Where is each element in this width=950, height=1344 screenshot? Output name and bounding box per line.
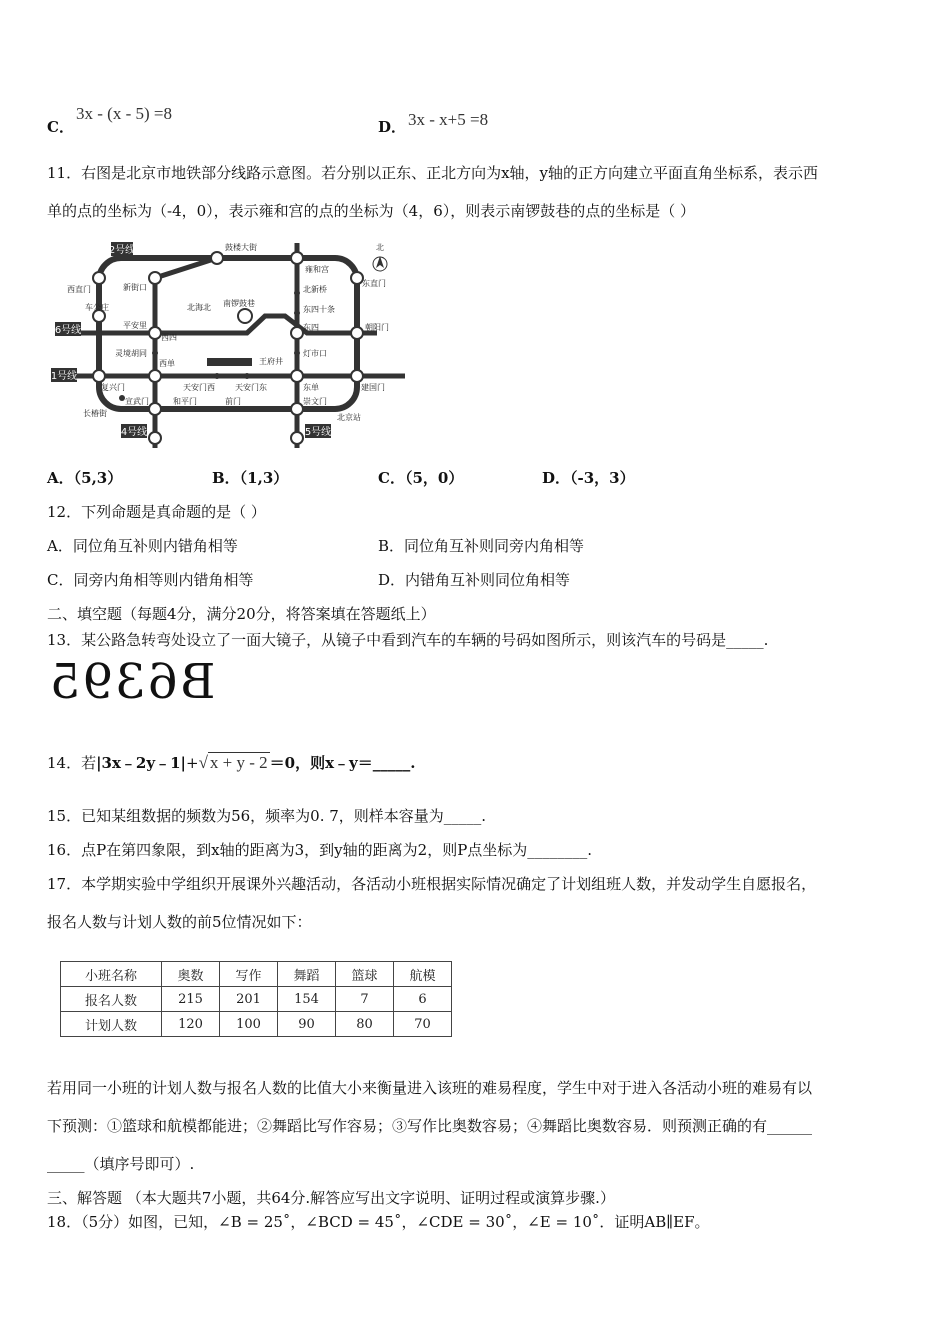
q14-abs-expression: |3x﹣2y﹣1| (96, 754, 186, 772)
station-dongsi (291, 327, 303, 339)
table-cell: 报名人数 (61, 987, 162, 1012)
label-xuanwumen: 宣武门 (125, 397, 149, 406)
station-pinganli (149, 327, 161, 339)
q11-option-b: B．（1,3） (212, 469, 289, 487)
section2-heading: 二、填空题（每题4分，满分20分，将答案填在答题纸上） (47, 605, 436, 623)
table-cell: 80 (336, 1012, 394, 1037)
q14-sqrt-sign: √ (198, 753, 208, 772)
label-nanluoguxiang: 南锣鼓巷 (223, 299, 255, 308)
table-cell: 120 (162, 1012, 220, 1037)
station-gulou (211, 252, 223, 264)
station-fuxingmen (93, 370, 105, 382)
station-xidan (149, 370, 161, 382)
q11-option-a: A．（5,3） (47, 469, 123, 487)
badge-line1: 1号线 (50, 371, 78, 382)
q14-line (47, 752, 415, 773)
q14-sqrt-radicand: x + y - 2 (209, 753, 268, 772)
q11-option-d: D．（-3，3） (542, 469, 635, 487)
table-cell: 6 (393, 987, 451, 1012)
subway-map (47, 238, 407, 456)
q12-option-d: D．内错角互补则同位角相等 (378, 571, 571, 589)
table-header-cell: 小班名称 (61, 962, 162, 987)
label-hepingmen: 和平门 (173, 397, 197, 406)
station-dongdan (291, 370, 303, 382)
table-cell: 100 (220, 1012, 278, 1037)
station-jianguomen (351, 370, 363, 382)
q14-suffix: ＝0，则x﹣y＝_____. (269, 754, 416, 772)
q11-option-c: C．（5，0） (378, 469, 464, 487)
badge-line5: 5号线 (304, 427, 332, 438)
label-xisi: 西四 (161, 333, 177, 342)
table-cell: 154 (278, 987, 336, 1012)
label-wangfujing: 王府井 (259, 357, 283, 366)
table-header-cell: 写作 (220, 962, 278, 987)
label-gulou: 鼓楼大街 (225, 243, 257, 252)
q10-option-c-expression: 3x - (x - 5) =8 (76, 104, 172, 123)
table-header-cell: 奥数 (162, 962, 220, 987)
label-fuxingmen: 复兴门 (101, 383, 125, 392)
label-dongzhimen: 东直门 (362, 279, 386, 288)
label-qianmen: 前门 (225, 397, 241, 406)
plate-number: B6395 (48, 654, 216, 710)
q12-option-b: B．同位角互补则同旁内角相等 (378, 537, 585, 555)
q10-option-c-label: C． (47, 118, 74, 136)
label-dongsi: 东四 (303, 323, 319, 332)
q10-option-d-label: D． (378, 118, 407, 136)
label-tiananmendong: 天安门东 (235, 383, 267, 392)
q17-after-line1: 若用同一小班的计划人数与报名人数的比值大小来衡量进入该班的难易程度，学生中对于进入各活动小班的难易有以 (47, 1079, 813, 1097)
badge-line6: 6号线 (54, 325, 82, 336)
table-cell: 201 (220, 987, 278, 1012)
table-header-row (61, 962, 452, 987)
table-header-cell: 舞蹈 (278, 962, 336, 987)
label-beixinqiao: 北新桥 (303, 285, 327, 294)
section3-heading: 三、解答题 （本大题共7小题，共64分.解答应写出文字说明、证明过程或演算步骤.） (47, 1189, 615, 1207)
station-xizhimen (93, 272, 105, 284)
badge-line2: 2号线 (108, 245, 136, 256)
q17-after-line2: 下预测：①篮球和航模都能进；②舞蹈比写作容易；③写作比奥数容易；④舞蹈比奥数容易．则预测正确的有______ (47, 1117, 813, 1135)
table-cell: 90 (278, 1012, 336, 1037)
q18-stem: 18．（5分）如图，已知，∠B = 25˚，∠BCD = 45˚，∠CDE = 30˚，∠E = 10˚．证明AB∥EF。 (47, 1213, 710, 1231)
north-label: 北 (376, 243, 384, 252)
label-dongsishitiao: 东四十条 (303, 305, 335, 314)
label-xizhimen: 西直门 (67, 285, 91, 294)
table-cell: 7 (336, 987, 394, 1012)
label-chongwenmen: 崇文门 (303, 397, 327, 406)
label-dengshikou: 灯市口 (303, 349, 327, 358)
station-xuanwumen (149, 403, 161, 415)
station-south-4 (149, 432, 161, 444)
q17-table (60, 961, 452, 1037)
q14-plus: + (185, 754, 199, 772)
label-changchunjie: 长椿街 (83, 409, 107, 418)
label-xinjiekou: 新街口 (123, 283, 147, 292)
q12-stem: 12．下列命题是真命题的是（ ） (47, 503, 266, 521)
station-yonghegong (291, 252, 303, 264)
table-header-cell: 篮球 (336, 962, 394, 987)
label-tiananmenxi: 天安门西 (183, 383, 215, 392)
table-header-cell: 航模 (393, 962, 451, 987)
label-chaoyangmen: 朝阳门 (365, 323, 389, 332)
q15-stem: 15．已知某组数据的频数为56，频率为0. 7，则样本容量为_____. (47, 807, 487, 825)
label-chegongzhuang: 车公庄 (85, 303, 109, 312)
q10-option-d-expression: 3x - x+5 =8 (408, 110, 489, 129)
table-cell: 70 (393, 1012, 451, 1037)
q11-stem-line2: 单的点的坐标为（-4，0），表示雍和宫的点的坐标为（4，6），则表示南锣鼓巷的点的坐标是（ ） (47, 202, 696, 220)
table-row (61, 1012, 452, 1037)
badge-line4: 4号线 (120, 427, 148, 438)
q17-stem-line1: 17．本学期实验中学组织开展课外兴趣活动，各活动小班根据实际情况确定了计划组班人数，并发动学生自愿报名， (47, 875, 817, 893)
q12-option-a: A．同位角互补则内错角相等 (47, 537, 238, 555)
label-lingjinghutong: 灵境胡同 (115, 349, 147, 358)
station-xinjiekou (149, 272, 161, 284)
q13-mirrored-plate (48, 654, 215, 710)
label-xidan: 西单 (159, 359, 175, 368)
label-pinganli: 平安里 (123, 321, 147, 330)
table-cell: 计划人数 (61, 1012, 162, 1037)
q12-option-c: C．同旁内角相等则内错角相等 (47, 571, 254, 589)
station-chaoyangmen (351, 327, 363, 339)
label-beijingzhan: 北京站 (337, 413, 361, 422)
station-nanluoguxiang (238, 309, 252, 323)
table-row (61, 987, 452, 1012)
label-yonghegong: 雍和宫 (305, 265, 329, 274)
q17-after-line3: _____（填序号即可）. (47, 1155, 195, 1173)
q13-stem: 13．某公路急转弯处设立了一面大镜子，从镜子中看到汽车的车辆的号码如图所示，则该汽车的号码是_____. (47, 631, 769, 649)
label-jianguomen: 建国门 (361, 383, 385, 392)
q16-stem: 16．点P在第四象限，到x轴的距离为3，到y轴的距离为2，则P点坐标为________. (47, 841, 593, 859)
station-south-5 (291, 432, 303, 444)
label-dongdan: 东单 (303, 383, 319, 392)
q14-prefix: 14．若 (47, 754, 97, 772)
q11-stem-line1: 11．右图是北京市地铁部分线路示意图。若分别以正东、正北方向为x轴，y轴的正方向建立平面直角坐标系，表示西 (47, 164, 819, 182)
q17-stem-line2: 报名人数与计划人数的前5位情况如下： (47, 913, 312, 931)
table-cell: 215 (162, 987, 220, 1012)
station-chongwenmen (291, 403, 303, 415)
label-beihaibei: 北海北 (187, 303, 211, 312)
